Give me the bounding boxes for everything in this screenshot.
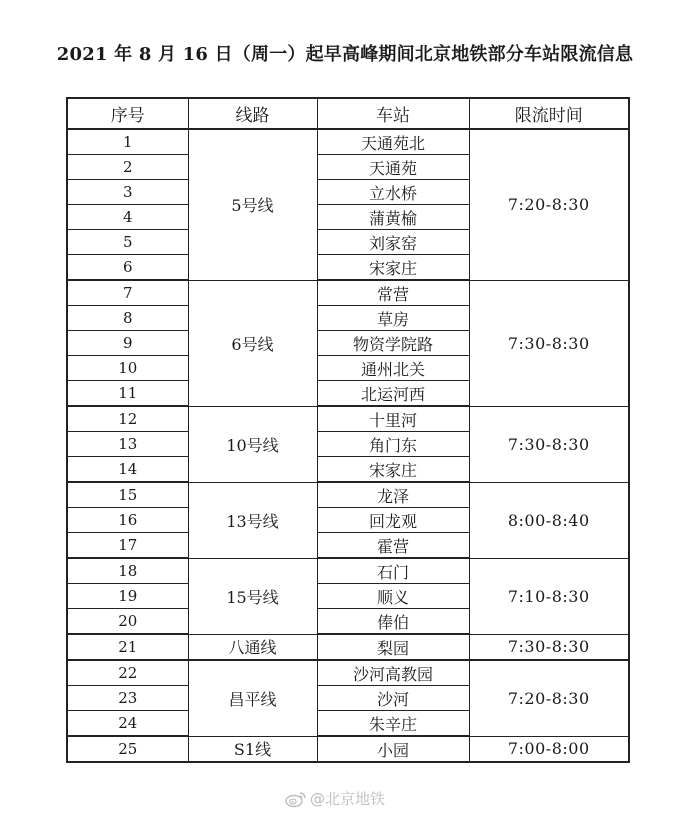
- station-cell: 小园: [317, 736, 469, 762]
- header-station: 车站: [317, 98, 469, 129]
- header-serial: 序号: [67, 98, 188, 129]
- table-row: [67, 634, 629, 660]
- serial-cell: 1: [67, 129, 188, 155]
- station-cell: 宋家庄: [317, 255, 469, 281]
- time-cell: 7:10-8:30: [469, 558, 629, 634]
- station-cell: 俸伯: [317, 609, 469, 635]
- serial-cell: 7: [67, 280, 188, 306]
- serial-cell: 23: [67, 686, 188, 711]
- serial-cell: 19: [67, 584, 188, 609]
- station-cell: 朱辛庄: [317, 711, 469, 737]
- station-cell: 宋家庄: [317, 457, 469, 483]
- table-row: [67, 280, 629, 306]
- station-cell: 沙河: [317, 686, 469, 711]
- restriction-table-container: [66, 97, 630, 763]
- serial-cell: 5: [67, 230, 188, 255]
- station-cell: 天通苑北: [317, 129, 469, 155]
- line-cell: 15号线: [188, 558, 317, 634]
- serial-cell: 18: [67, 558, 188, 584]
- station-cell: 龙泽: [317, 482, 469, 508]
- time-cell: 7:00-8:00: [469, 736, 629, 762]
- serial-cell: 13: [67, 432, 188, 457]
- watermark: [285, 788, 385, 809]
- serial-cell: 2: [67, 155, 188, 180]
- station-cell: 十里河: [317, 406, 469, 432]
- station-cell: 草房: [317, 306, 469, 331]
- serial-cell: 21: [67, 634, 188, 660]
- station-cell: 刘家窑: [317, 230, 469, 255]
- restriction-table: [66, 97, 630, 763]
- serial-cell: 25: [67, 736, 188, 762]
- serial-cell: 9: [67, 331, 188, 356]
- time-cell: 7:30-8:30: [469, 280, 629, 406]
- line-cell: 10号线: [188, 406, 317, 482]
- station-cell: 常营: [317, 280, 469, 306]
- time-cell: 7:30-8:30: [469, 406, 629, 482]
- serial-cell: 11: [67, 381, 188, 407]
- station-cell: 顺义: [317, 584, 469, 609]
- station-cell: 物资学院路: [317, 331, 469, 356]
- serial-cell: 22: [67, 660, 188, 686]
- serial-cell: 3: [67, 180, 188, 205]
- station-cell: 蒲黄榆: [317, 205, 469, 230]
- time-cell: 8:00-8:40: [469, 482, 629, 558]
- table-row: [67, 129, 629, 155]
- weibo-icon: [285, 790, 307, 808]
- header-line: 线路: [188, 98, 317, 129]
- serial-cell: 4: [67, 205, 188, 230]
- station-cell: 梨园: [317, 634, 469, 660]
- watermark-text: @北京地铁: [310, 790, 386, 808]
- station-cell: 石门: [317, 558, 469, 584]
- serial-cell: 20: [67, 609, 188, 635]
- serial-cell: 15: [67, 482, 188, 508]
- station-cell: 通州北关: [317, 356, 469, 381]
- line-cell: 昌平线: [188, 660, 317, 736]
- table-row: [67, 558, 629, 584]
- table-row: [67, 660, 629, 686]
- line-cell: 13号线: [188, 482, 317, 558]
- serial-cell: 12: [67, 406, 188, 432]
- table-row: [67, 406, 629, 432]
- station-cell: 角门东: [317, 432, 469, 457]
- table-header-row: [67, 98, 629, 129]
- page-title: 2021 年 8 月 16 日（周一）起早高峰期间北京地铁部分车站限流信息: [56, 44, 634, 65]
- table-row: [67, 736, 629, 762]
- serial-cell: 14: [67, 457, 188, 483]
- line-cell: 6号线: [188, 280, 317, 406]
- serial-cell: 6: [67, 255, 188, 281]
- station-cell: 立水桥: [317, 180, 469, 205]
- time-cell: 7:20-8:30: [469, 660, 629, 736]
- serial-cell: 24: [67, 711, 188, 737]
- line-cell: 八通线: [188, 634, 317, 660]
- station-cell: 北运河西: [317, 381, 469, 407]
- station-cell: 天通苑: [317, 155, 469, 180]
- serial-cell: 17: [67, 533, 188, 559]
- time-cell: 7:30-8:30: [469, 634, 629, 660]
- station-cell: 霍营: [317, 533, 469, 559]
- line-cell: S1线: [188, 736, 317, 762]
- station-cell: 回龙观: [317, 508, 469, 533]
- serial-cell: 8: [67, 306, 188, 331]
- serial-cell: 16: [67, 508, 188, 533]
- table-row: [67, 482, 629, 508]
- station-cell: 沙河高教园: [317, 660, 469, 686]
- line-cell: 5号线: [188, 129, 317, 280]
- header-time: 限流时间: [469, 98, 629, 129]
- serial-cell: 10: [67, 356, 188, 381]
- time-cell: 7:20-8:30: [469, 129, 629, 280]
